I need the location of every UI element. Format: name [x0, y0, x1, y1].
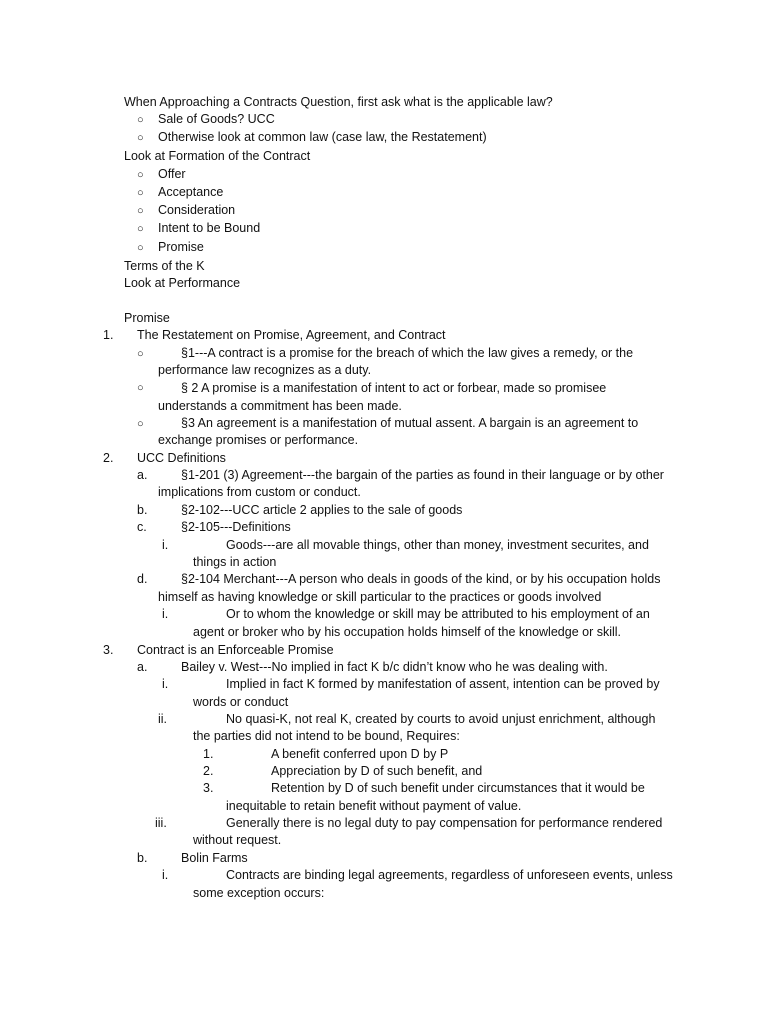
section-title: The Restatement on Promise, Agreement, and Contract [137, 328, 446, 342]
subitem-marker: i. [162, 868, 169, 882]
ucc-item: §2-102---UCC article 2 applies to the sale of goods [181, 503, 463, 517]
intro-question: When Approaching a Contracts Question, first ask what is the applicable law? [124, 95, 553, 109]
restatement-bullet-cont: exchange promises or performance. [158, 433, 359, 447]
hollow-bullet-icon: ○ [137, 169, 144, 181]
item-marker: b. [137, 503, 148, 517]
item-marker: d. [137, 572, 148, 586]
section-title: Contract is an Enforceable Promise [137, 643, 334, 657]
case-subitem: No quasi-K, not real K, created by courts to avoid unjust enrichment, although [226, 712, 656, 726]
case-subitem-cont: the parties did not intend to be bound, Requires: [193, 729, 460, 743]
formation-item: Offer [158, 167, 186, 181]
section-number: 2. [103, 451, 114, 465]
restatement-bullet: § 2 A promise is a manifestation of intent to act or forbear, made so promisee [181, 381, 607, 395]
section-title: UCC Definitions [137, 451, 226, 465]
section-heading: Promise [124, 311, 170, 325]
case-subitem-cont: without request. [193, 833, 282, 847]
case-subitem-cont: words or conduct [193, 695, 289, 709]
section-number: 3. [103, 643, 114, 657]
restatement-bullet-cont: performance law recognizes as a duty. [158, 363, 372, 377]
ucc-subitem: Or to whom the knowledge or skill may be attributed to his employment of an [226, 607, 650, 621]
requirement-item: Appreciation by D of such benefit, and [271, 764, 483, 778]
hollow-bullet-icon: ○ [137, 348, 144, 360]
ucc-item: §1-201 (3) Agreement---the bargain of the parties as found in their language or by other [181, 468, 664, 482]
item-marker: a. [137, 660, 148, 674]
item-marker: b. [137, 851, 148, 865]
case-item: Bolin Farms [181, 851, 248, 865]
case-subitem: Contracts are binding legal agreements, regardless of unforeseen events, unless [226, 868, 673, 882]
law-option: Otherwise look at common law (case law, the Restatement) [158, 130, 487, 144]
hollow-bullet-icon: ○ [137, 418, 144, 430]
hollow-bullet-icon: ○ [137, 382, 144, 394]
ucc-subitem: Goods---are all movable things, other than money, investment securites, and [226, 538, 649, 552]
item-marker: c. [137, 520, 147, 534]
subitem-marker: i. [162, 607, 169, 621]
formation-item: Consideration [158, 203, 236, 217]
case-item: Bailey v. West---No implied in fact K b/c didn’t know who he was dealing with. [181, 660, 608, 674]
requirement-item: Retention by D of such benefit under circumstances that it would be [271, 781, 645, 795]
subitem-marker: i. [162, 538, 169, 552]
restatement-bullet: §1---A contract is a promise for the breach of which the law gives a remedy, or the [181, 346, 634, 360]
formation-item: Acceptance [158, 185, 224, 199]
ucc-item: §2-105---Definitions [181, 520, 291, 534]
ucc-item-cont: himself as having knowledge or skill particular to the practices or goods involved [158, 590, 602, 604]
restatement-bullet: §3 An agreement is a manifestation of mutual assent. A bargain is an agreement to [181, 416, 639, 430]
ucc-item-cont: implications from custom or conduct. [158, 485, 361, 499]
requirement-marker: 3. [203, 781, 214, 795]
subitem-marker: iii. [155, 816, 167, 830]
hollow-bullet-icon: ○ [137, 223, 144, 235]
formation-item: Intent to be Bound [158, 221, 261, 235]
requirement-item: A benefit conferred upon D by P [271, 747, 449, 761]
hollow-bullet-icon: ○ [137, 205, 144, 217]
subitem-marker: i. [162, 677, 169, 691]
performance-line: Look at Performance [124, 276, 241, 290]
requirement-marker: 1. [203, 747, 214, 761]
formation-item: Promise [158, 240, 204, 254]
hollow-bullet-icon: ○ [137, 132, 144, 144]
restatement-bullet-cont: understands a commitment has been made. [158, 399, 402, 413]
ucc-subitem-cont: things in action [193, 555, 277, 569]
subitem-marker: ii. [158, 712, 168, 726]
item-marker: a. [137, 468, 148, 482]
case-subitem: Generally there is no legal duty to pay compensation for performance rendered [226, 816, 663, 830]
ucc-subitem-cont: agent or broker who by his occupation holds himself of the knowledge or skill. [193, 625, 622, 639]
formation-heading: Look at Formation of the Contract [124, 149, 311, 163]
requirement-marker: 2. [203, 764, 214, 778]
requirement-item-cont: inequitable to retain benefit without payment of value. [226, 799, 522, 813]
hollow-bullet-icon: ○ [137, 187, 144, 199]
law-option: Sale of Goods? UCC [158, 112, 275, 126]
ucc-item: §2-104 Merchant---A person who deals in goods of the kind, or by his occupation holds [181, 572, 661, 586]
section-number: 1. [103, 328, 114, 342]
case-subitem: Implied in fact K formed by manifestation of assent, intention can be proved by [226, 677, 660, 691]
hollow-bullet-icon: ○ [137, 242, 144, 254]
terms-line: Terms of the K [124, 259, 205, 273]
hollow-bullet-icon: ○ [137, 114, 144, 126]
case-subitem-cont: some exception occurs: [193, 886, 325, 900]
